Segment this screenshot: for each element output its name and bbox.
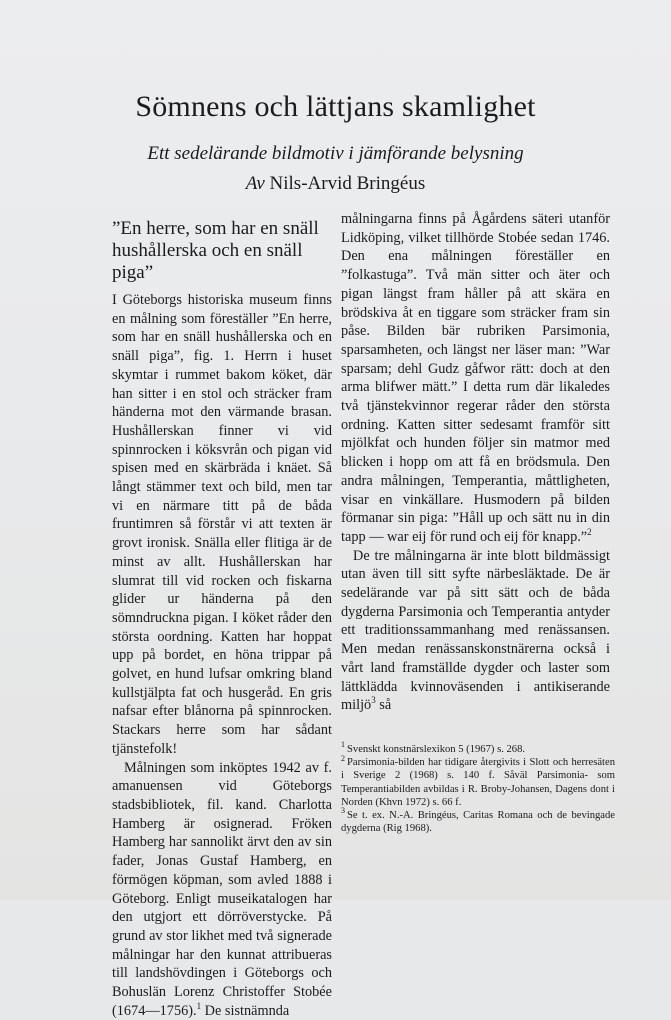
footnote: $^3$ Se t. ex. N.-A. Bringéus, Caritas Romana och de bevingade dygderna (Rig 1968). [341, 806, 615, 835]
paragraph: målningarna finns på Ågårdens säteri utanför Lidköping, vilket tillhörde Stobée sedan 1746. Den ena målningen föreställer en ”folkastuga”. Två män sitter och äter och pigan längst fram håller på att skära en brödskiva åt en tiggare som sträcker fram sin påse. Bilden bär rubriken Parsimonia, sparsamheten, och längst ner läser man: ”War sparsam; dehl Gudz gåfwor rätt: doch at den arma blifwer mätt.” I detta rum där likaledes två tjänstekvinnor regerar råder den största ordning. Katten sitter sedesamt framför sitt mjölkfat och hunden följer sin matmor med blicken i hopp om att få en brödsmula. Den andra målningen, Temperantia, måttligheten, visar en vinkällare. Husmodern på bilden förmanar sin piga: ”Håll up och sätt nu in din tapp — war eij för rund och eij för knapp.”$^2$ [341, 211, 610, 545]
section-heading: ”En herre, som har en snäll hushållerska och en snäll piga” [112, 218, 319, 283]
article-subtitle: Ett sedelärande bildmotiv i jämförande belysning [147, 143, 524, 164]
article-title: Sömnens och lättjans skamlighet [135, 90, 536, 123]
right-column [341, 210, 610, 715]
left-column [112, 210, 332, 1020]
footnotes [341, 740, 615, 835]
footnote: $^2$ Parsimonia-bilden har tidigare återgivits i Slott och herresäten i Sverige 2 (1968) s. 140 f. Såväl Parsimonia- som Temperantiabilden avbildas i R. Broby-Johansen, Dagens dont i Norden (Khvn 1972) s. 66 f. [341, 753, 615, 808]
author-name: Nils-Arvid Bringéus [269, 173, 426, 194]
footnote-ref: 1 [196, 1000, 202, 1011]
paragraph: Målningen som inköptes 1942 av f. amanuensen vid Göteborgs stadsbibliotek, fil. kand. Charlotta Hamberg är osignerad. Fröken Hamberg har sannolikt ärvt den av sin fader, Jonas Gustaf Hamberg, en förmögen köpman, som avled 1888 i Göteborg. Enligt museikatalogen har den utgjort ett dörröverstycke. På grund av stor likhet med två signerade målningar har den kunnat attribueras till landshövdingen i Göteborgs och Bohuslän Lorenz Christoffer Stobée (1674—1756).$^1$ De sistnämnda [112, 759, 332, 1019]
paragraph: De tre målningarna är inte blott bildmässigt utan även till sitt syfte närbesläktade. De är sedelärande var på sitt sätt och de båda dygderna Parsimonia och Temperantia antyder ett traditionssammanhang med renässansen. Men medan renässanskonstnärerna också i vårt land framställde dygder och laster som lättklädda kvinnoväsenden i antikiserande miljö$^3$ så [341, 547, 610, 714]
byline-prefix: Av [245, 173, 265, 194]
byline [0, 173, 671, 195]
footnote: $^1$ Svenskt konstnärslexikon 5 (1967) s. 268. [341, 740, 526, 755]
paragraph: I Göteborgs historiska museum finns en målning som föreställer ”En herre, som har en snäll hushållerska och en snäll piga”, fig. 1. Herrn i huset skymtar i rummet bakom köket, där han sitter i en stol och sträcker fram händerna mot den värmande brasan. Hushållerskan finner vi vid spinnrocken i köksvrån och pigan vid spisen med en skärbräda i knäet. Så långt stämmer text och bild, men tar vi en närmare titt på de båda fruntimren så förstår vi att texten är grovt ironisk. Snälla eller flitiga är de minst av allt. Hushållerskan har slumrat till vid rocken och fiskarna glider ur händerna på den sömndruckna pigan. I köket råder den största oordning. Katten har hoppat upp på bordet, en höna trippar på golvet, en hund lufsar omkring bland kullstjälpta fat och husgeråd. En gris nafsar efter blånorna på spinnrocken. Stackars herre som har sådant tjänstefolk! [112, 292, 332, 757]
footnote-ref: 2 [587, 527, 592, 538]
footnote-ref: 3 [371, 695, 376, 706]
